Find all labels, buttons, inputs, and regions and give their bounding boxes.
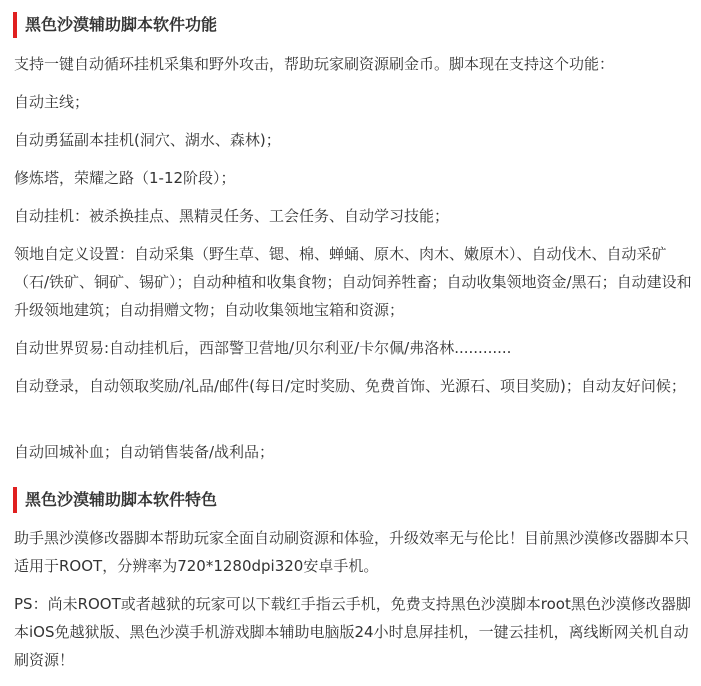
paragraph-login-rewards: 自动登录，自动领取奖励/礼品/邮件(每日/定时奖励、免费首饰、光源石、项目奖励)；自动友好问候； [14,377,686,395]
paragraph-ps-note: PS：尚未ROOT或者越狱的玩家可以下载红手指云手机，免费支持黑色沙漠脚本root黑色沙漠修改器脚本iOS免越狱版、黑色沙漠手机游戏脚本辅助电脑版24小时息屏挂机，一键云挂机，离线断网关机自动刷资源！ [14,595,691,669]
paragraph-return-sell: 自动回城补血；自动销售装备/战利品； [14,443,275,461]
paragraph-highlight-intro: 助手黑沙漠修改器脚本帮助玩家全面自动刷资源和体验，升级效率无与伦比！目前黑沙漠修改器脚本只适用于ROOT，分辨率为720*1280dpi320安卓手机。 [14,529,690,575]
paragraph-tower: 修炼塔，荣耀之路（1-12阶段）； [14,169,236,187]
paragraph-territory: 领地自定义设置：自动采集（野生草、锶、棉、蝉蛹、原木、肉木、嫩原木）、自动伐木、自动采矿（石/铁矿、铜矿、锡矿）；自动种植和收集食物；自动饲养牲畜；自动收集领地资金/黑石；自动建设和升级领地建筑；自动捐赠文物；自动收集领地宝箱和资源； [14,245,692,319]
section-heading-highlights: 黑色沙漠辅助脚本软件特色 [13,487,217,513]
paragraph-auto-hang: 自动挂机：被杀换挂点、黑精灵任务、工会任务、自动学习技能； [14,207,450,225]
section-heading-features: 黑色沙漠辅助脚本软件功能 [13,12,217,38]
paragraph-main-quest: 自动主线； [14,93,90,111]
paragraph-intro: 支持一键自动循环挂机采集和野外攻击，帮助玩家刷资源刷金币。脚本现在支持这个功能： [14,55,615,73]
paragraph-trade: 自动世界贸易:自动挂机后，西部警卫营地/贝尔利亚/卡尔佩/弗洛林............ [14,339,512,357]
paragraph-dungeon: 自动勇猛副本挂机(洞穴、湖水、森林)； [14,131,281,149]
